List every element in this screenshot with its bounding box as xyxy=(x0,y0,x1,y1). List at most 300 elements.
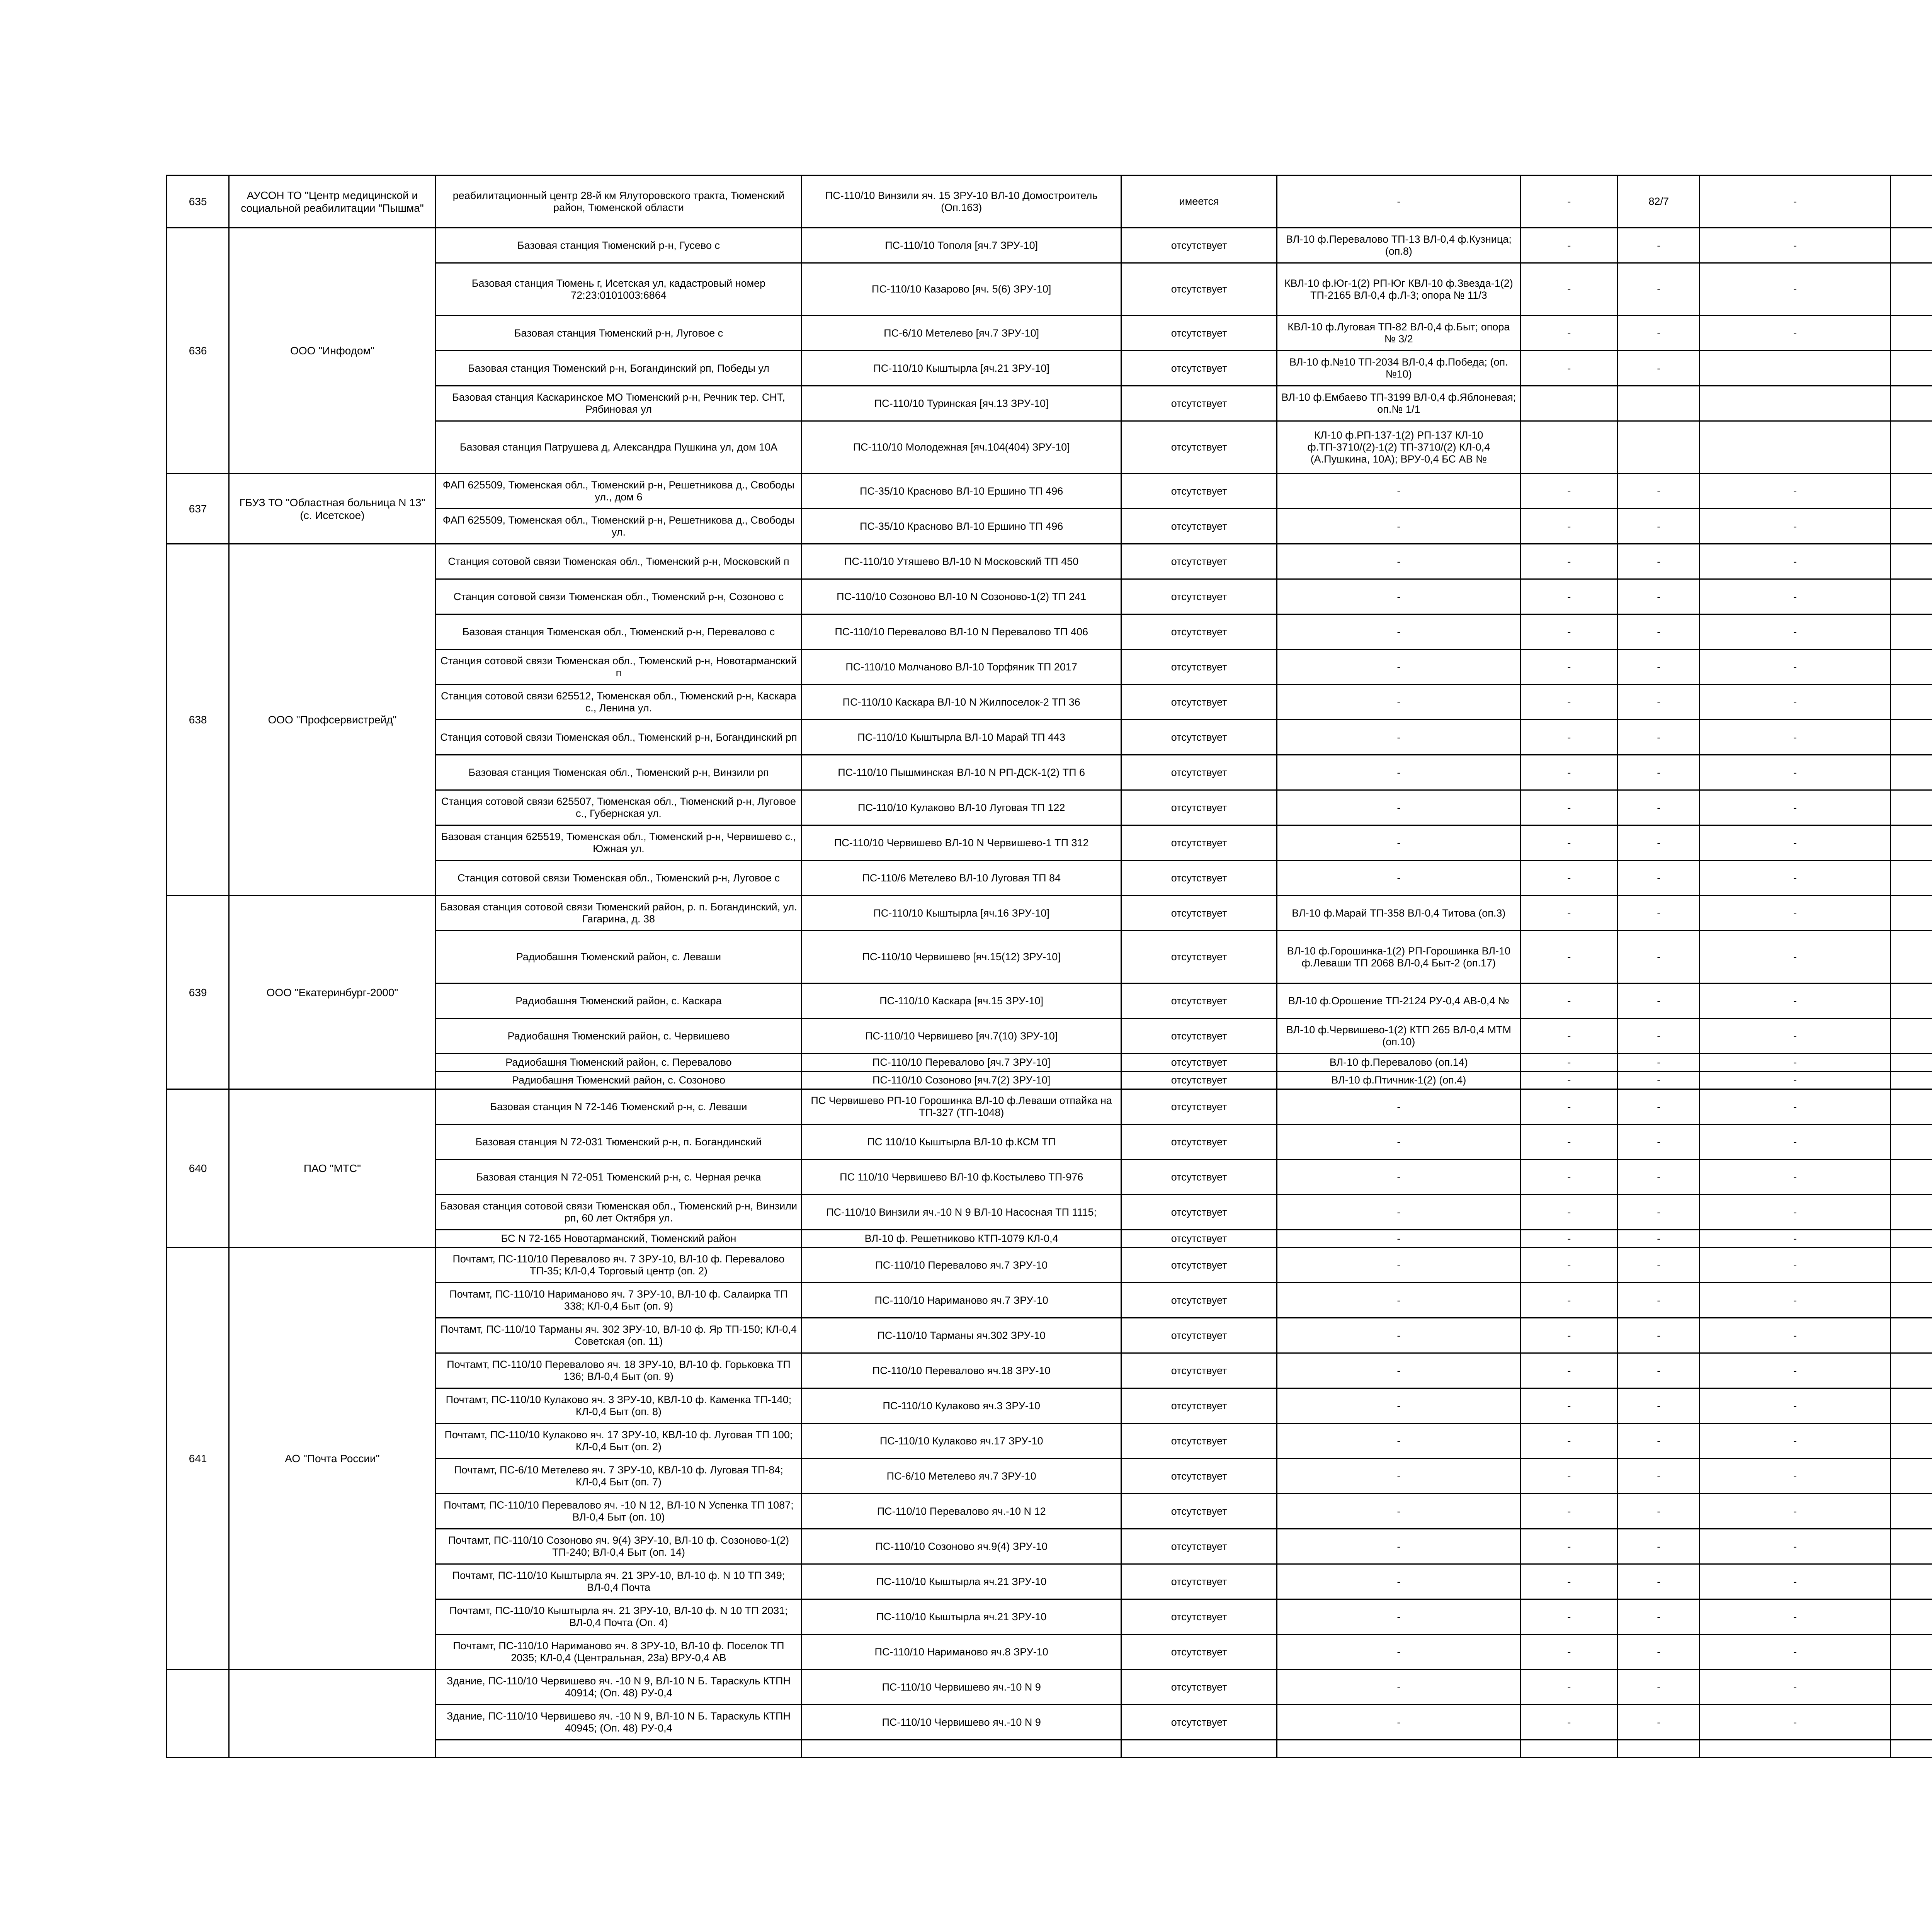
col10-cell xyxy=(1891,1635,1932,1670)
col7-cell: - xyxy=(1520,1494,1618,1529)
metering-device-cell: отсутствует xyxy=(1121,1072,1277,1089)
metering-device-cell: отсутствует xyxy=(1121,861,1277,896)
col7-cell: - xyxy=(1520,720,1618,755)
col10-cell xyxy=(1891,1248,1932,1283)
col7-cell: - xyxy=(1520,931,1618,983)
col9-cell xyxy=(1700,1740,1891,1758)
col9-cell: - xyxy=(1700,228,1891,263)
col8-cell: - xyxy=(1618,474,1700,509)
metering-device-cell: отсутствует xyxy=(1121,1248,1277,1283)
col8-cell: - xyxy=(1618,1424,1700,1459)
col8-cell xyxy=(1618,386,1700,421)
col9-cell: - xyxy=(1700,1160,1891,1195)
organization-cell: ПАО "МТС" xyxy=(229,1089,435,1248)
row-number-cell: 637 xyxy=(167,474,229,544)
line-cell: - xyxy=(1277,790,1520,825)
supply-source-cell: ПС 110/10 Червишево ВЛ-10 ф.Костылево ТП-976 xyxy=(802,1160,1121,1195)
col9-cell xyxy=(1700,386,1891,421)
col9-cell: - xyxy=(1700,1353,1891,1388)
col9-cell: - xyxy=(1700,720,1891,755)
object-cell xyxy=(435,1740,802,1758)
metering-device-cell: отсутствует xyxy=(1121,1353,1277,1388)
col9-cell: - xyxy=(1700,896,1891,931)
row-number-cell: 640 xyxy=(167,1089,229,1248)
col8-cell: - xyxy=(1618,1230,1700,1248)
object-cell: Станция сотовой связи Тюменская обл., Тюменский р-н, Созоново с xyxy=(435,579,802,614)
col7-cell: - xyxy=(1520,263,1618,316)
supply-source-cell: ПС-110/10 Утяшево ВЛ-10 N Московский ТП 450 xyxy=(802,544,1121,579)
col9-cell xyxy=(1700,351,1891,386)
col8-cell: - xyxy=(1618,263,1700,316)
col7-cell: - xyxy=(1520,1459,1618,1494)
line-cell: - xyxy=(1277,1599,1520,1635)
object-cell: БС N 72-165 Новотарманский, Тюменский район xyxy=(435,1230,802,1248)
metering-device-cell: отсутствует xyxy=(1121,386,1277,421)
col8-cell: - xyxy=(1618,1459,1700,1494)
col10-cell xyxy=(1891,1353,1932,1388)
table-row xyxy=(167,474,1932,509)
table-row xyxy=(167,1248,1932,1283)
supply-source-cell: ПС-110/10 Молодежная [яч.104(404) ЗРУ-10] xyxy=(802,421,1121,474)
line-cell: - xyxy=(1277,509,1520,544)
col7-cell: - xyxy=(1520,1424,1618,1459)
supply-source-cell: ПС-110/10 Червишево ВЛ-10 N Червишево-1 ТП 312 xyxy=(802,825,1121,861)
col8-cell: - xyxy=(1618,825,1700,861)
col8-cell: - xyxy=(1618,1124,1700,1160)
supply-source-cell: ПС-110/10 Созоново яч.9(4) ЗРУ-10 xyxy=(802,1529,1121,1564)
line-cell: - xyxy=(1277,1670,1520,1705)
line-cell: - xyxy=(1277,1494,1520,1529)
metering-device-cell: отсутствует xyxy=(1121,1388,1277,1424)
col8-cell: - xyxy=(1618,228,1700,263)
col7-cell: - xyxy=(1520,509,1618,544)
object-cell: ФАП 625509, Тюменская обл., Тюменский р-н, Решетникова д., Свободы ул. xyxy=(435,509,802,544)
col7-cell: - xyxy=(1520,1564,1618,1599)
metering-device-cell: отсутствует xyxy=(1121,1529,1277,1564)
object-cell: Радиобашня Тюменский район, с. Перевалово xyxy=(435,1054,802,1072)
object-cell: Базовая станция Тюменский р-н, Гусево с xyxy=(435,228,802,263)
line-cell: ВЛ-10 ф.Марай ТП-358 ВЛ-0,4 Титова (оп.3) xyxy=(1277,896,1520,931)
object-cell: Радиобашня Тюменский район, с. Червишево xyxy=(435,1019,802,1054)
col8-cell: - xyxy=(1618,579,1700,614)
object-cell: Станция сотовой связи Тюменская обл., Тюменский р-н, Луговое с xyxy=(435,861,802,896)
metering-device-cell: отсутствует xyxy=(1121,825,1277,861)
supply-source-cell: ПС-110/10 Кыштырла [яч.21 ЗРУ-10] xyxy=(802,351,1121,386)
line-cell: - xyxy=(1277,614,1520,650)
object-cell: Здание, ПС-110/10 Червишево яч. -10 N 9, ВЛ-10 N Б. Тараскуль КТПН 40945; (Оп. 48) РУ-0,4 xyxy=(435,1705,802,1740)
table-row xyxy=(167,1089,1932,1124)
supply-source-cell: ПС 110/10 Кыштырла ВЛ-10 ф.КСМ ТП xyxy=(802,1124,1121,1160)
line-cell: ВЛ-10 ф.Горошинка-1(2) РП-Горошинка ВЛ-10 ф.Леваши ТП 2068 ВЛ-0,4 Быт-2 (оп.17) xyxy=(1277,931,1520,983)
col10-cell xyxy=(1891,931,1932,983)
supply-source-cell: ПС-110/10 Кыштырла яч.21 ЗРУ-10 xyxy=(802,1599,1121,1635)
line-cell: - xyxy=(1277,1230,1520,1248)
col7-cell: - xyxy=(1520,755,1618,790)
supply-source-cell: ПС-110/10 Перевалово яч.18 ЗРУ-10 xyxy=(802,1353,1121,1388)
col7-cell: - xyxy=(1520,1670,1618,1705)
col7-cell: - xyxy=(1520,351,1618,386)
col9-cell: - xyxy=(1700,861,1891,896)
col10-cell xyxy=(1891,316,1932,351)
metering-device-cell: отсутствует xyxy=(1121,1670,1277,1705)
col10-cell xyxy=(1891,1529,1932,1564)
line-cell: - xyxy=(1277,1089,1520,1124)
col7-cell: - xyxy=(1520,790,1618,825)
col8-cell: - xyxy=(1618,983,1700,1019)
col7-cell: - xyxy=(1520,1353,1618,1388)
col7-cell: - xyxy=(1520,1529,1618,1564)
object-cell: Базовая станция N 72-146 Тюменский р-н, с. Леваши xyxy=(435,1089,802,1124)
object-cell: Почтамт, ПС-110/10 Кыштырла яч. 21 ЗРУ-10, ВЛ-10 ф. N 10 ТП 2031; ВЛ-0,4 Почта (Оп. 4) xyxy=(435,1599,802,1635)
col8-cell: - xyxy=(1618,861,1700,896)
supply-source-cell: ПС-110/10 Каскара [яч.15 ЗРУ-10] xyxy=(802,983,1121,1019)
table-row xyxy=(167,175,1932,228)
line-cell: КВЛ-10 ф.Юг-1(2) РП-Юг КВЛ-10 ф.Звезда-1(2) ТП-2165 ВЛ-0,4 ф.Л-3; опора № 11/3 xyxy=(1277,263,1520,316)
line-cell: - xyxy=(1277,1635,1520,1670)
col7-cell: - xyxy=(1520,1195,1618,1230)
col7-cell: - xyxy=(1520,544,1618,579)
metering-device-cell: отсутствует xyxy=(1121,931,1277,983)
col7-cell: - xyxy=(1520,474,1618,509)
col9-cell: - xyxy=(1700,1494,1891,1529)
line-cell: - xyxy=(1277,474,1520,509)
col10-cell xyxy=(1891,1705,1932,1740)
col10-cell xyxy=(1891,1564,1932,1599)
col10-cell xyxy=(1891,1424,1932,1459)
col8-cell: - xyxy=(1618,509,1700,544)
col7-cell: - xyxy=(1520,861,1618,896)
col10-cell xyxy=(1891,983,1932,1019)
metering-device-cell: отсутствует xyxy=(1121,228,1277,263)
col9-cell: - xyxy=(1700,983,1891,1019)
col9-cell: - xyxy=(1700,931,1891,983)
col8-cell: - xyxy=(1618,1283,1700,1318)
supply-source-cell: ПС-110/10 Перевалово ВЛ-10 N Перевалово ТП 406 xyxy=(802,614,1121,650)
col7-cell: - xyxy=(1520,825,1618,861)
col8-cell: - xyxy=(1618,1318,1700,1353)
col7-cell xyxy=(1520,386,1618,421)
col8-cell: - xyxy=(1618,1054,1700,1072)
col9-cell: - xyxy=(1700,1230,1891,1248)
col8-cell: - xyxy=(1618,544,1700,579)
col9-cell: - xyxy=(1700,544,1891,579)
col9-cell: - xyxy=(1700,509,1891,544)
col9-cell: - xyxy=(1700,316,1891,351)
supply-source-cell: ПС-110/10 Кулаково яч.17 ЗРУ-10 xyxy=(802,1424,1121,1459)
metering-device-cell: отсутствует xyxy=(1121,1283,1277,1318)
line-cell: ВЛ-10 ф.Перевалово (оп.14) xyxy=(1277,1054,1520,1072)
col8-cell: - xyxy=(1618,896,1700,931)
supply-source-cell: ПС-110/10 Перевалово яч.7 ЗРУ-10 xyxy=(802,1248,1121,1283)
col9-cell: - xyxy=(1700,1529,1891,1564)
col10-cell xyxy=(1891,1054,1932,1072)
col8-cell: - xyxy=(1618,316,1700,351)
col7-cell: - xyxy=(1520,316,1618,351)
col9-cell: - xyxy=(1700,1388,1891,1424)
line-cell: - xyxy=(1277,1248,1520,1283)
object-cell: Радиобашня Тюменский район, с. Созоново xyxy=(435,1072,802,1089)
col10-cell xyxy=(1891,896,1932,931)
col8-cell: - xyxy=(1618,1564,1700,1599)
line-cell: - xyxy=(1277,1283,1520,1318)
metering-device-cell: отсутствует xyxy=(1121,650,1277,685)
organization-cell: АО "Почта России" xyxy=(229,1248,435,1670)
col10-cell xyxy=(1891,1670,1932,1705)
col10-cell xyxy=(1891,1124,1932,1160)
col10-cell xyxy=(1891,421,1932,474)
col10-cell xyxy=(1891,1160,1932,1195)
col7-cell: - xyxy=(1520,1283,1618,1318)
organization-cell xyxy=(229,1670,435,1758)
metering-device-cell: отсутствует xyxy=(1121,1564,1277,1599)
supply-source-cell: ПС-110/10 Винзили яч. 15 ЗРУ-10 ВЛ-10 Домостроитель (Оп.163) xyxy=(802,175,1121,228)
col10-cell xyxy=(1891,351,1932,386)
col9-cell xyxy=(1700,421,1891,474)
line-cell: - xyxy=(1277,544,1520,579)
supply-source-cell: ПС-110/10 Винзили яч.-10 N 9 ВЛ-10 Насосная ТП 1115; xyxy=(802,1195,1121,1230)
line-cell: ВЛ-10 ф.Орошение ТП-2124 РУ-0,4 АВ-0,4 № xyxy=(1277,983,1520,1019)
col8-cell: - xyxy=(1618,931,1700,983)
col9-cell: - xyxy=(1700,1318,1891,1353)
object-cell: Базовая станция Тюмень г, Исетская ул, кадастровый номер 72:23:0101003:6864 xyxy=(435,263,802,316)
col8-cell: - xyxy=(1618,650,1700,685)
object-cell: Почтамт, ПС-110/10 Кулаково яч. 3 ЗРУ-10, КВЛ-10 ф. Каменка ТП-140; КЛ-0,4 Быт (оп. 8) xyxy=(435,1388,802,1424)
object-cell: Почтамт, ПС-110/10 Нариманово яч. 8 ЗРУ-10, ВЛ-10 ф. Поселок ТП 2035; КЛ-0,4 (Центральная, 23а) ВРУ-0,4 АВ xyxy=(435,1635,802,1670)
organization-cell: ООО "Профсервистрейд" xyxy=(229,544,435,896)
supply-source-cell: ПС-110/10 Нариманово яч.8 ЗРУ-10 xyxy=(802,1635,1121,1670)
supply-source-cell: ПС-110/10 Туринская [яч.13 ЗРУ-10] xyxy=(802,386,1121,421)
organization-cell: ООО "Инфодом" xyxy=(229,228,435,474)
metering-device-cell: отсутствует xyxy=(1121,1019,1277,1054)
col9-cell: - xyxy=(1700,1248,1891,1283)
col9-cell: - xyxy=(1700,1283,1891,1318)
line-cell: - xyxy=(1277,720,1520,755)
object-cell: Здание, ПС-110/10 Червишево яч. -10 N 9, ВЛ-10 N Б. Тараскуль КТПН 40914; (Оп. 48) РУ-0,4 xyxy=(435,1670,802,1705)
metering-device-cell: отсутствует xyxy=(1121,685,1277,720)
col8-cell: - xyxy=(1618,1072,1700,1089)
col7-cell: - xyxy=(1520,228,1618,263)
col7-cell: - xyxy=(1520,1054,1618,1072)
object-cell: Радиобашня Тюменский район, с. Леваши xyxy=(435,931,802,983)
line-cell: - xyxy=(1277,861,1520,896)
metering-device-cell: отсутствует xyxy=(1121,474,1277,509)
object-cell: Почтамт, ПС-110/10 Перевалово яч. 7 ЗРУ-10, ВЛ-10 ф. Перевалово ТП-35; КЛ-0,4 Торговый центр (оп. 2) xyxy=(435,1248,802,1283)
supply-source-cell: ПС-110/10 Созоново [яч.7(2) ЗРУ-10] xyxy=(802,1072,1121,1089)
col7-cell: - xyxy=(1520,896,1618,931)
line-cell: - xyxy=(1277,1353,1520,1388)
object-cell: Базовая станция сотовой связи Тюменский район, р. п. Богандинский, ул. Гагарина, д. 38 xyxy=(435,896,802,931)
row-number-cell xyxy=(167,1670,229,1758)
col8-cell: - xyxy=(1618,1705,1700,1740)
col10-cell xyxy=(1891,263,1932,316)
col9-cell: - xyxy=(1700,650,1891,685)
col7-cell: - xyxy=(1520,175,1618,228)
col10-cell xyxy=(1891,544,1932,579)
col7-cell: - xyxy=(1520,983,1618,1019)
line-cell: - xyxy=(1277,1388,1520,1424)
col9-cell: - xyxy=(1700,263,1891,316)
object-cell: Станция сотовой связи Тюменская обл., Тюменский р-н, Московский п xyxy=(435,544,802,579)
supply-source-cell: ПС-6/10 Метелево [яч.7 ЗРУ-10] xyxy=(802,316,1121,351)
line-cell: - xyxy=(1277,1124,1520,1160)
supply-source-cell: ПС-110/10 Червишево [яч.15(12) ЗРУ-10] xyxy=(802,931,1121,983)
col8-cell: - xyxy=(1618,1160,1700,1195)
col8-cell: - xyxy=(1618,1248,1700,1283)
line-cell: - xyxy=(1277,825,1520,861)
supply-source-cell: ПС-110/10 Нариманово яч.7 ЗРУ-10 xyxy=(802,1283,1121,1318)
metering-device-cell: отсутствует xyxy=(1121,1195,1277,1230)
line-cell: - xyxy=(1277,1424,1520,1459)
supply-source-cell: ПС-110/10 Пышминская ВЛ-10 N РП-ДСК-1(2) ТП 6 xyxy=(802,755,1121,790)
supply-source-cell: ПС-110/10 Червишево [яч.7(10) ЗРУ-10] xyxy=(802,1019,1121,1054)
metering-device-cell: отсутствует xyxy=(1121,1089,1277,1124)
line-cell xyxy=(1277,1740,1520,1758)
line-cell: - xyxy=(1277,1564,1520,1599)
col9-cell: - xyxy=(1700,1195,1891,1230)
metering-device-cell: отсутствует xyxy=(1121,755,1277,790)
col10-cell xyxy=(1891,1230,1932,1248)
col9-cell: - xyxy=(1700,614,1891,650)
col9-cell: - xyxy=(1700,579,1891,614)
supply-source-cell: ПС-110/10 Кулаково яч.3 ЗРУ-10 xyxy=(802,1388,1121,1424)
metering-device-cell: отсутствует xyxy=(1121,263,1277,316)
col10-cell xyxy=(1891,825,1932,861)
col8-cell: - xyxy=(1618,1019,1700,1054)
supply-source-cell: ПС-110/10 Червишево яч.-10 N 9 xyxy=(802,1670,1121,1705)
col7-cell: - xyxy=(1520,1072,1618,1089)
col9-cell: - xyxy=(1700,1670,1891,1705)
object-cell: Почтамт, ПС-110/10 Созоново яч. 9(4) ЗРУ-10, ВЛ-10 ф. Созоново-1(2) ТП-240; ВЛ-0,4 Быт (оп. 14) xyxy=(435,1529,802,1564)
table-row xyxy=(167,1670,1932,1705)
col10-cell xyxy=(1891,1740,1932,1758)
line-cell: ВЛ-10 ф.Птичник-1(2) (оп.4) xyxy=(1277,1072,1520,1089)
col8-cell: - xyxy=(1618,1195,1700,1230)
registry-table-body xyxy=(167,175,1932,1758)
supply-source-cell: ПС-110/10 Молчаново ВЛ-10 Торфяник ТП 2017 xyxy=(802,650,1121,685)
supply-source-cell: ПС-35/10 Красново ВЛ-10 Ершино ТП 496 xyxy=(802,474,1121,509)
col8-cell: - xyxy=(1618,614,1700,650)
col8-cell: - xyxy=(1618,351,1700,386)
row-number-cell: 635 xyxy=(167,175,229,228)
organization-cell: АУСОН ТО "Центр медицинской и социальной реабилитации "Пышма" xyxy=(229,175,435,228)
col8-cell: - xyxy=(1618,1670,1700,1705)
metering-device-cell: отсутствует xyxy=(1121,1635,1277,1670)
col8-cell: - xyxy=(1618,720,1700,755)
supply-source-cell: ПС Червишево РП-10 Горошинка ВЛ-10 ф.Леваши отпайка на ТП-327 (ТП-1048) xyxy=(802,1089,1121,1124)
col7-cell: - xyxy=(1520,1388,1618,1424)
col9-cell: - xyxy=(1700,1705,1891,1740)
metering-device-cell: отсутствует xyxy=(1121,1494,1277,1529)
col9-cell: - xyxy=(1700,685,1891,720)
col7-cell: - xyxy=(1520,1019,1618,1054)
col10-cell xyxy=(1891,1072,1932,1089)
organization-cell: ГБУЗ ТО "Областная больница N 13" (с. Исетское) xyxy=(229,474,435,544)
metering-device-cell: отсутствует xyxy=(1121,544,1277,579)
object-cell: Базовая станция Патрушева д, Александра Пушкина ул, дом 10А xyxy=(435,421,802,474)
line-cell: ВЛ-10 ф.Ембаево ТП-3199 ВЛ-0,4 ф.Яблоневая; оп.№ 1/1 xyxy=(1277,386,1520,421)
metering-device-cell: отсутствует xyxy=(1121,1230,1277,1248)
col9-cell: - xyxy=(1700,1635,1891,1670)
col7-cell: - xyxy=(1520,685,1618,720)
metering-device-cell: отсутствует xyxy=(1121,1054,1277,1072)
col8-cell: - xyxy=(1618,685,1700,720)
col9-cell: - xyxy=(1700,790,1891,825)
object-cell: Базовая станция Каскаринское МО Тюменский р-н, Речник тер. СНТ, Рябиновая ул xyxy=(435,386,802,421)
col10-cell xyxy=(1891,228,1932,263)
line-cell: - xyxy=(1277,1195,1520,1230)
object-cell: ФАП 625509, Тюменская обл., Тюменский р-н, Решетникова д., Свободы ул., дом 6 xyxy=(435,474,802,509)
line-cell: - xyxy=(1277,650,1520,685)
col10-cell xyxy=(1891,1089,1932,1124)
line-cell: КВЛ-10 ф.Луговая ТП-82 ВЛ-0,4 ф.Быт; опора № 3/2 xyxy=(1277,316,1520,351)
table-row xyxy=(167,228,1932,263)
metering-device-cell: отсутствует xyxy=(1121,1705,1277,1740)
row-number-cell: 639 xyxy=(167,896,229,1089)
col8-cell xyxy=(1618,421,1700,474)
line-cell: - xyxy=(1277,1705,1520,1740)
row-number-cell: 641 xyxy=(167,1248,229,1670)
col8-cell: - xyxy=(1618,1353,1700,1388)
metering-device-cell: отсутствует xyxy=(1121,1599,1277,1635)
col8-cell: - xyxy=(1618,1635,1700,1670)
col10-cell xyxy=(1891,720,1932,755)
object-cell: Базовая станция N 72-031 Тюменский р-н, п. Богандинский xyxy=(435,1124,802,1160)
col10-cell xyxy=(1891,175,1932,228)
object-cell: Базовая станция Тюменская обл., Тюменский р-н, Винзили рп xyxy=(435,755,802,790)
object-cell: Базовая станция сотовой связи Тюменская обл., Тюменский р-н, Винзили рп, 60 лет Октября ул. xyxy=(435,1195,802,1230)
col10-cell xyxy=(1891,650,1932,685)
line-cell: - xyxy=(1277,1160,1520,1195)
object-cell: Базовая станция Тюменская обл., Тюменский р-н, Перевалово с xyxy=(435,614,802,650)
col10-cell xyxy=(1891,1019,1932,1054)
object-cell: Почтамт, ПС-110/10 Кыштырла яч. 21 ЗРУ-10, ВЛ-10 ф. N 10 ТП 349; ВЛ-0,4 Почта xyxy=(435,1564,802,1599)
object-cell: Почтамт, ПС-110/10 Нариманово яч. 7 ЗРУ-10, ВЛ-10 ф. Салаирка ТП 338; КЛ-0,4 Быт (оп. 9) xyxy=(435,1283,802,1318)
supply-source-cell: ПС-110/10 Тополя [яч.7 ЗРУ-10] xyxy=(802,228,1121,263)
line-cell: КЛ-10 ф.РП-137-1(2) РП-137 КЛ-10 ф.ТП-3710/(2)-1(2) ТП-3710/(2) КЛ-0,4 (А.Пушкина, 10А); ВРУ-0,4 БС АВ № xyxy=(1277,421,1520,474)
col7-cell: - xyxy=(1520,1318,1618,1353)
line-cell: ВЛ-10 ф.Червишево-1(2) КТП 265 ВЛ-0,4 МТМ (оп.10) xyxy=(1277,1019,1520,1054)
col7-cell: - xyxy=(1520,1635,1618,1670)
object-cell: Базовая станция Тюменский р-н, Богандинский рп, Победы ул xyxy=(435,351,802,386)
col10-cell xyxy=(1891,861,1932,896)
metering-device-cell: отсутствует xyxy=(1121,579,1277,614)
col10-cell xyxy=(1891,685,1932,720)
line-cell: - xyxy=(1277,175,1520,228)
col10-cell xyxy=(1891,755,1932,790)
metering-device-cell: отсутствует xyxy=(1121,1424,1277,1459)
col7-cell xyxy=(1520,1740,1618,1758)
object-cell: Базовая станция Тюменский р-н, Луговое с xyxy=(435,316,802,351)
line-cell: - xyxy=(1277,579,1520,614)
col7-cell xyxy=(1520,421,1618,474)
col10-cell xyxy=(1891,790,1932,825)
metering-device-cell: отсутствует xyxy=(1121,896,1277,931)
supply-source-cell: ПС-110/10 Кыштырла ВЛ-10 Марай ТП 443 xyxy=(802,720,1121,755)
col9-cell: - xyxy=(1700,1459,1891,1494)
col7-cell: - xyxy=(1520,1230,1618,1248)
supply-source-cell: ПС-110/10 Тарманы яч.302 ЗРУ-10 xyxy=(802,1318,1121,1353)
col7-cell: - xyxy=(1520,1705,1618,1740)
metering-device-cell: отсутствует xyxy=(1121,1160,1277,1195)
col10-cell xyxy=(1891,1459,1932,1494)
metering-device-cell: отсутствует xyxy=(1121,1459,1277,1494)
metering-device-cell: отсутствует xyxy=(1121,509,1277,544)
col9-cell: - xyxy=(1700,1072,1891,1089)
col7-cell: - xyxy=(1520,614,1618,650)
line-cell: - xyxy=(1277,1529,1520,1564)
object-cell: Почтамт, ПС-110/10 Перевалово яч. -10 N 12, ВЛ-10 N Успенка ТП 1087; ВЛ-0,4 Быт (оп. 10) xyxy=(435,1494,802,1529)
supply-source-cell: ПС-110/10 Кулаково ВЛ-10 Луговая ТП 122 xyxy=(802,790,1121,825)
